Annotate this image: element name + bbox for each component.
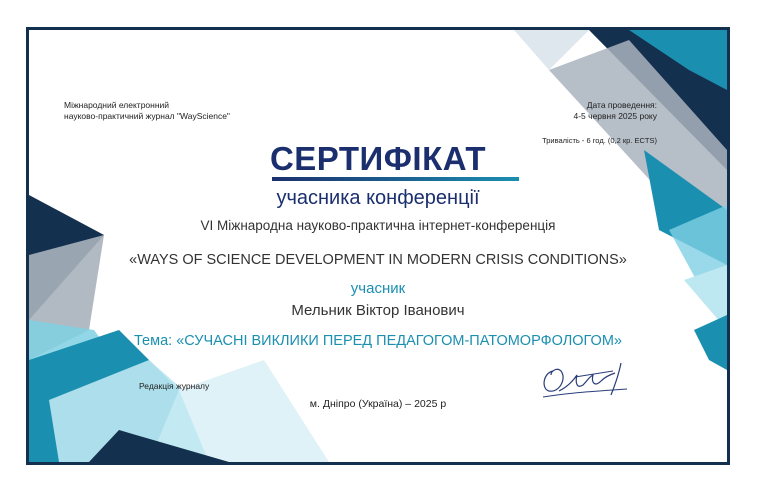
signature-image bbox=[537, 361, 632, 401]
date-label: Дата проведення: bbox=[586, 100, 657, 110]
title-underline bbox=[272, 177, 519, 181]
journal-line-1: Міжнародний електронний bbox=[64, 100, 170, 110]
certificate-frame bbox=[26, 27, 730, 465]
presentation-theme: Тема: «СУЧАСНІ ВИКЛИКИ ПЕРЕД ПЕДАГОГОМ-ПАТОМОРФОЛОГОМ» bbox=[134, 333, 622, 349]
participant-role: учасник bbox=[350, 280, 406, 297]
event-duration: Тривалість - 6 год. (0,2 кр. ECTS) bbox=[542, 136, 657, 145]
city-year: м. Дніпро (Україна) – 2025 р bbox=[309, 398, 447, 410]
certificate-body bbox=[29, 30, 727, 462]
journal-line-2: науково-практичний журнал "WayScience" bbox=[64, 111, 230, 121]
certificate-subtitle: учасника конференції bbox=[276, 187, 480, 209]
event-date bbox=[574, 100, 658, 122]
participant-name: Мельник Віктор Іванович bbox=[291, 302, 465, 319]
conference-topic: «WAYS OF SCIENCE DEVELOPMENT IN MODERN CRISIS CONDITIONS» bbox=[129, 252, 627, 268]
journal-name bbox=[64, 100, 230, 122]
editor-label: Редакція журналу bbox=[139, 381, 210, 391]
date-value: 4-5 червня 2025 року bbox=[573, 111, 657, 121]
certificate-title: СЕРТИФІКАТ bbox=[269, 140, 487, 177]
conference-name: VI Міжнародна науково-практична інтернет-конференція bbox=[200, 218, 556, 233]
